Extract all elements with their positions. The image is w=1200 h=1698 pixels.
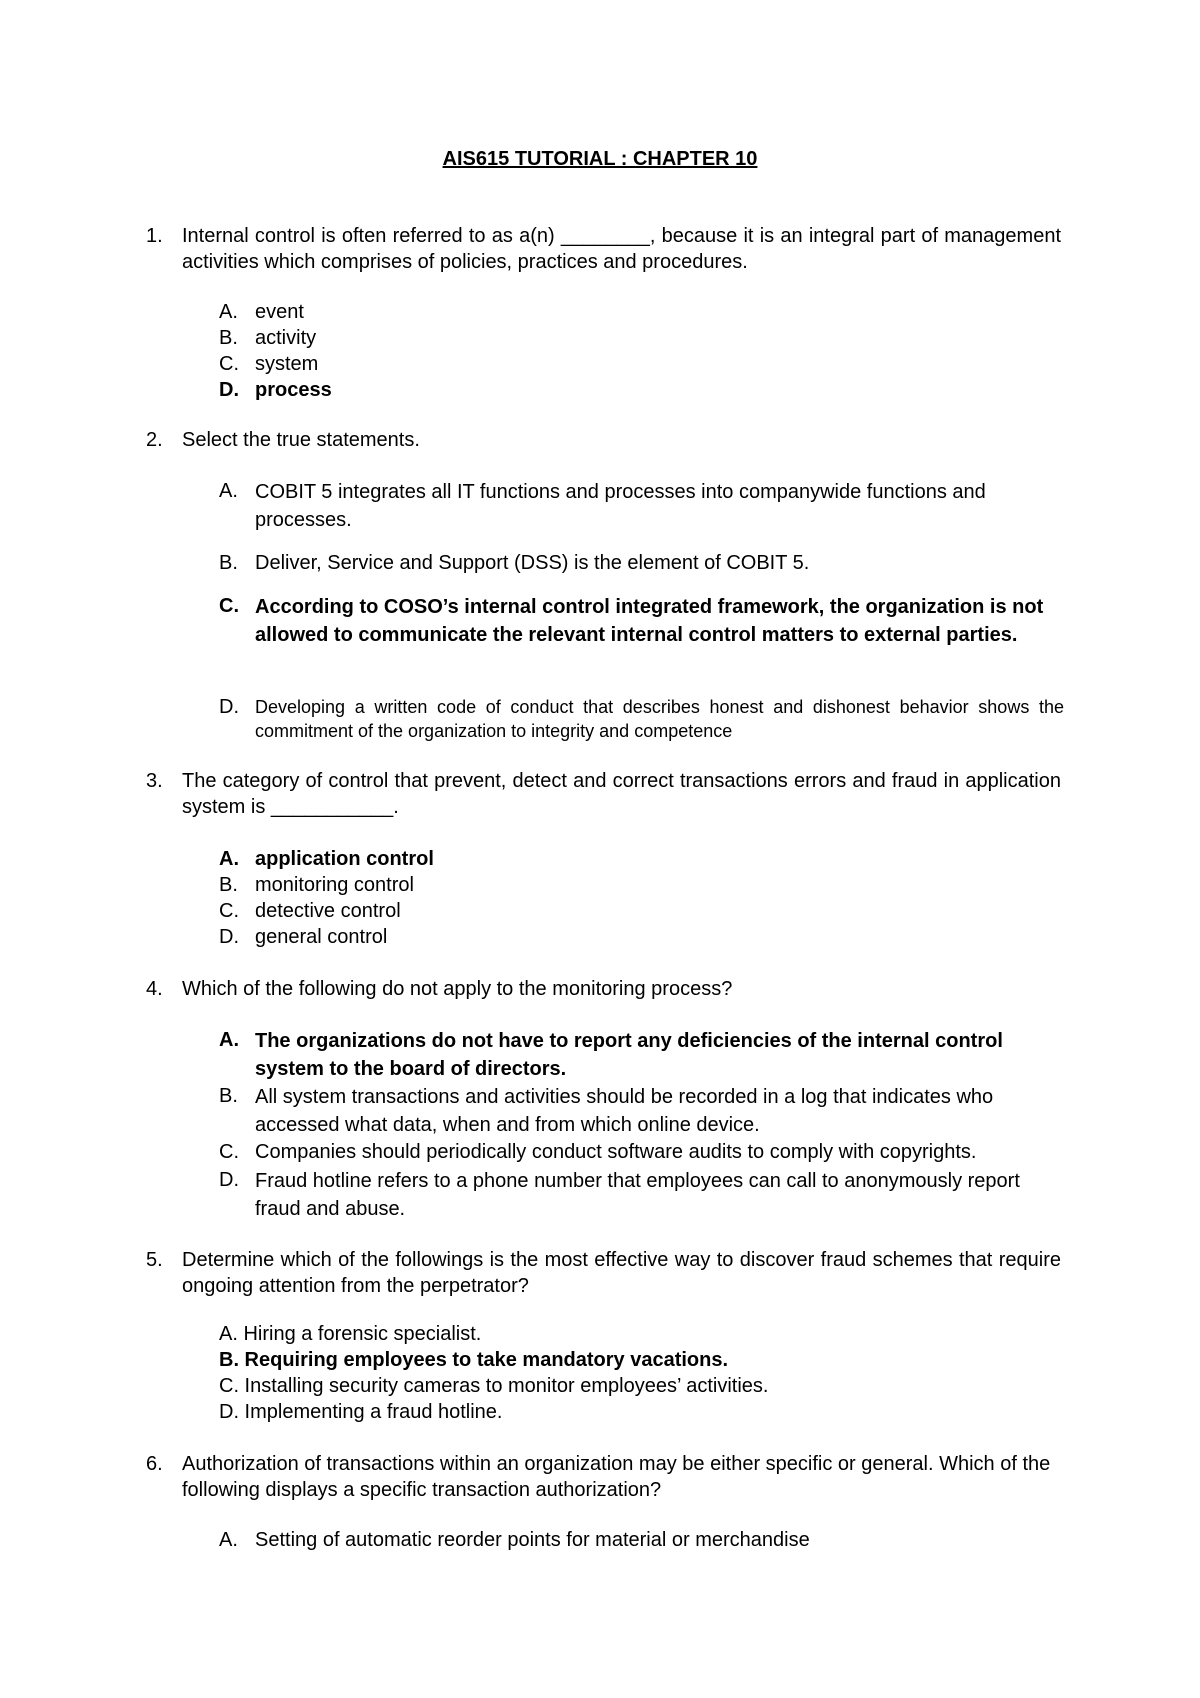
- option-1d-answer: [219, 377, 1064, 403]
- option-text: detective control: [255, 900, 401, 922]
- option-4d: [219, 1167, 1064, 1223]
- option-letter: C.: [219, 595, 239, 617]
- option-letter: B.: [219, 327, 238, 349]
- question-6: [146, 1451, 1061, 1503]
- option-text: According to COSO’s internal control integrated framework, the organization is not allowed to communicate the relevant internal control matters to external parties.: [255, 596, 1044, 646]
- option-3d: [219, 924, 1064, 950]
- question-3: [146, 768, 1061, 820]
- option-4c: [219, 1139, 1064, 1165]
- option-5d: D. Implementing a fraud hotline.: [219, 1401, 503, 1423]
- option-letter: C.: [219, 900, 239, 922]
- option-6a: [219, 1527, 1064, 1553]
- option-4b: [219, 1083, 1064, 1139]
- question-1: [146, 223, 1061, 275]
- question-text: Which of the following do not apply to the monitoring process?: [182, 978, 733, 1000]
- option-5a: A. Hiring a forensic specialist.: [219, 1323, 482, 1345]
- question-4: [146, 976, 1061, 1002]
- option-text: Setting of automatic reorder points for material or merchandise: [255, 1529, 810, 1551]
- option-text: process: [255, 379, 332, 401]
- option-text: Developing a written code of conduct that describes honest and dishonest behavior shows the commitment of the organization to integrity and competence: [255, 697, 1064, 741]
- question-number: 3.: [146, 770, 163, 792]
- option-text: activity: [255, 327, 317, 349]
- option-letter: A.: [219, 480, 238, 502]
- question-text: Determine which of the followings is the most effective way to discover fraud schemes that require ongoing attention from the perpetrator?: [182, 1249, 1061, 1297]
- option-text: The organizations do not have to report any deficiencies of the internal control system to the board of directors.: [255, 1030, 1003, 1080]
- option-letter: D.: [219, 379, 239, 401]
- option-letter: A.: [219, 1029, 239, 1051]
- option-text: Fraud hotline refers to a phone number that employees can call to anonymously report fraud and abuse.: [255, 1170, 1020, 1220]
- option-letter: D.: [219, 926, 239, 948]
- option-5b-answer: B. Requiring employees to take mandatory vacations.: [219, 1349, 729, 1371]
- option-text: All system transactions and activities should be recorded in a log that indicates who accessed what data, when and from which online device.: [255, 1086, 994, 1136]
- option-letter: B.: [219, 1085, 238, 1107]
- question-number: 2.: [146, 429, 163, 451]
- option-text: event: [255, 301, 304, 323]
- option-2c-answer: [219, 593, 1064, 649]
- question-text: Authorization of transactions within an organization may be either specific or general. Which of the following displays a specific transaction authorization?: [182, 1453, 1051, 1501]
- question-number: 4.: [146, 978, 163, 1000]
- option-1a: [219, 299, 1064, 325]
- option-5c: C. Installing security cameras to monitor employees’ activities.: [219, 1375, 769, 1397]
- question-5: [146, 1247, 1061, 1299]
- option-3c: [219, 898, 1064, 924]
- option-letter: B.: [219, 552, 238, 574]
- question-number: 1.: [146, 225, 163, 247]
- option-3a-answer: [219, 846, 1064, 872]
- option-2a: [219, 478, 1064, 534]
- option-text: Deliver, Service and Support (DSS) is the element of COBIT 5.: [255, 552, 810, 574]
- question-2: [146, 427, 1061, 453]
- option-4a-answer: [219, 1027, 1064, 1083]
- option-letter: A.: [219, 301, 238, 323]
- option-2d: [219, 695, 1064, 743]
- question-text: Select the true statements.: [182, 429, 420, 451]
- option-letter: A.: [219, 1529, 238, 1551]
- option-text: general control: [255, 926, 388, 948]
- option-text: Companies should periodically conduct software audits to comply with copyrights.: [255, 1141, 977, 1163]
- option-letter: C.: [219, 353, 239, 375]
- option-letter: D.: [219, 696, 239, 718]
- option-letter: C.: [219, 1141, 239, 1163]
- option-3b: [219, 872, 1064, 898]
- option-letter: D.: [219, 1169, 239, 1191]
- question-text: The category of control that prevent, detect and correct transactions errors and fraud in application system is ___________.: [182, 770, 1061, 818]
- question-text: Internal control is often referred to as a(n) ________, because it is an integral part of management activities which comprises of policies, practices and procedures.: [182, 225, 1061, 273]
- option-letter: B.: [219, 874, 238, 896]
- option-1b: [219, 325, 1064, 351]
- option-letter: A.: [219, 848, 239, 870]
- question-number: 6.: [146, 1453, 163, 1475]
- question-number: 5.: [146, 1249, 163, 1271]
- option-2b: [219, 550, 1064, 576]
- page-title: AIS615 TUTORIAL : CHAPTER 10: [442, 148, 758, 170]
- option-text: COBIT 5 integrates all IT functions and processes into companywide functions and processes.: [255, 481, 986, 531]
- option-text: application control: [255, 848, 434, 870]
- option-text: monitoring control: [255, 874, 414, 896]
- option-1c: [219, 351, 1064, 377]
- option-text: system: [255, 353, 319, 375]
